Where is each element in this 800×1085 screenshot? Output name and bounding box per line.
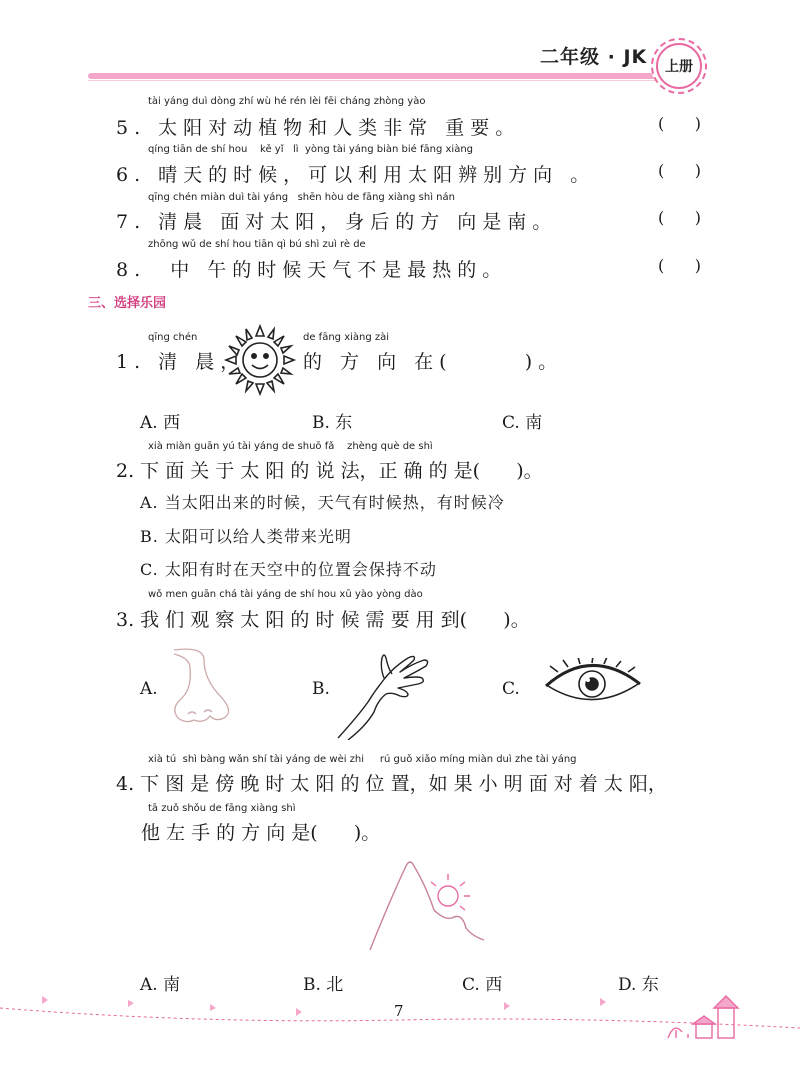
q3-text: 3. 我 们 观 察 太 阳 的 时 候 需 要 用 到( )。: [116, 609, 530, 631]
q4-text-1: 4. 下 图 是 傍 晚 时 太 阳 的 位 置，如 果 小 明 面 对 着 太 阳，: [116, 773, 667, 795]
tf-5-pinyin: tài yáng duì dòng zhí wù hé rén lèi fēi cháng zhòng yào: [148, 96, 426, 107]
q4-option-b[interactable]: B. 北: [303, 975, 344, 995]
tf-8-answer[interactable]: ( ): [658, 256, 701, 275]
tf-6-pinyin: qíng tiān de shí hou kě yǐ lì yòng tài yáng biàn bié fāng xiàng: [148, 144, 474, 155]
q3-option-b[interactable]: B.: [312, 679, 330, 699]
eye-drawing-icon: [544, 658, 644, 708]
q3-option-a[interactable]: A.: [140, 679, 158, 699]
q2-option-c[interactable]: C. 太阳有时在天空中的位置会保持不动: [140, 560, 437, 579]
q1-pinyin-a: qīng chén: [148, 332, 198, 343]
nose-drawing-icon: [164, 646, 234, 728]
q4-option-a[interactable]: A. 南: [140, 975, 181, 995]
q2-option-a[interactable]: A. 当太阳出来的时候，天气有时候热，有时候冷: [140, 493, 505, 512]
header-bar: [88, 73, 686, 79]
tf-7-text: 7. 清晨 面对太阳，身后的方 向是南。: [116, 211, 558, 233]
tf-7-pinyin: qīng chén miàn duì tài yáng shēn hòu de fāng xiàng shì nán: [148, 192, 455, 203]
q2-pinyin: xià miàn guān yú tài yáng de shuō fǎ zhèng què de shì: [148, 441, 433, 452]
mountain-sunset-icon: [366, 858, 490, 954]
q1-text-a: 1. 清 晨，: [116, 351, 246, 373]
q1-option-b[interactable]: B. 东: [312, 413, 353, 433]
tf-8-pinyin: zhōng wǔ de shí hou tiān qì bú shì zuì rè de: [148, 239, 366, 250]
q4-pinyin-1: xià tú shì bàng wǎn shí tài yáng de wèi zhi rú guǒ xiǎo míng miàn duì zhe tài yáng: [148, 754, 577, 765]
hand-drawing-icon: [336, 638, 436, 740]
tf-6-text: 6. 晴天的时候，可以利用太阳辨别方向 。: [116, 164, 596, 186]
section-title: 三、选择乐园: [88, 296, 167, 311]
tf-5-text: 5. 太阳对动植物和人类非常 重要。: [116, 117, 521, 139]
q4-text-2: 他 左 手 的 方 向 是( )。: [141, 822, 381, 844]
q1-option-c[interactable]: C. 南: [502, 413, 543, 433]
tf-5-answer[interactable]: ( ): [658, 114, 701, 133]
page-number: 7: [394, 1002, 404, 1020]
grade-title: 二年级 · JK: [540, 46, 648, 68]
tf-7-answer[interactable]: ( ): [658, 208, 701, 227]
q3-pinyin: wǒ men guān chá tài yáng de shí hou xū yào yòng dào: [148, 589, 423, 600]
q2-option-b[interactable]: B. 太阳可以给人类带来光明: [140, 527, 352, 546]
q2-text: 2. 下 面 关 于 太 阳 的 说 法，正 确 的 是( )。: [116, 460, 543, 482]
tf-6-answer[interactable]: ( ): [658, 161, 701, 180]
q4-pinyin-2: tā zuǒ shǒu de fāng xiàng shì: [148, 803, 296, 814]
header-bar-line: [88, 80, 686, 81]
sun-icon: [222, 322, 298, 398]
volume-badge: 上册: [656, 43, 702, 89]
q1-option-a[interactable]: A. 西: [140, 413, 181, 433]
q1-pinyin-b: de fāng xiàng zài: [303, 332, 390, 343]
q4-option-d[interactable]: D. 东: [618, 975, 659, 995]
q3-option-c[interactable]: C.: [502, 679, 520, 699]
tf-8-text: 8. 中 午的时候天气不是最热的。: [116, 259, 508, 281]
q4-option-c[interactable]: C. 西: [462, 975, 503, 995]
q1-text-b: 的 方 向 在( )。: [303, 351, 564, 373]
